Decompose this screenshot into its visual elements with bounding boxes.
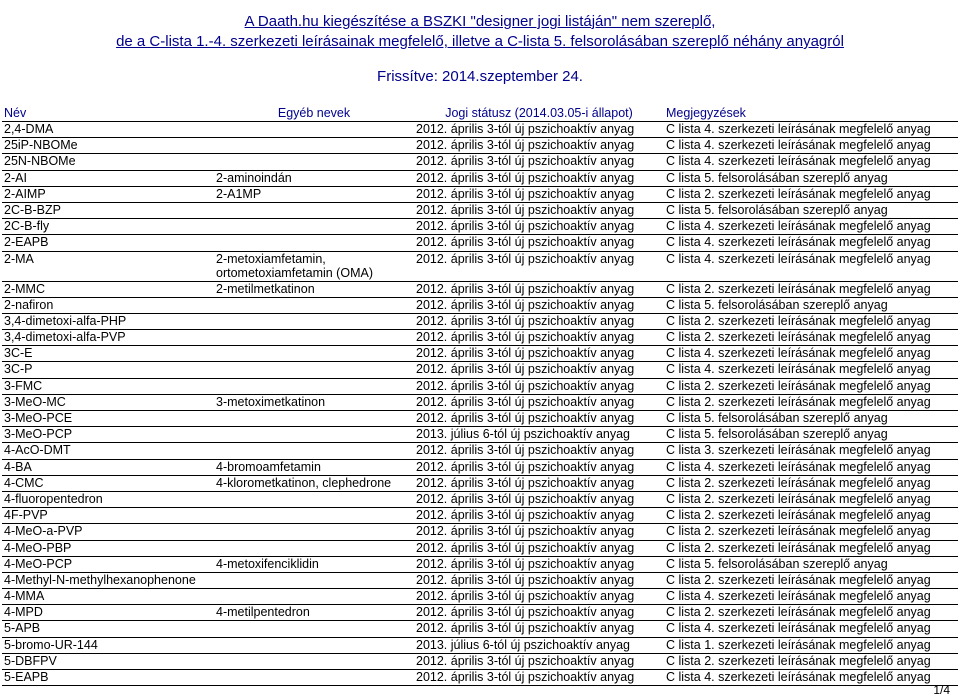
table-row bbox=[2, 556, 958, 572]
cell-legal-status: 2013. július 6-tól új pszichoaktív anyag bbox=[414, 427, 664, 443]
cell-other-names: 4-klorometkatinon, clephedrone bbox=[214, 475, 414, 491]
document-title-line-1: A Daath.hu kiegészítése a BSZKI "designer jogi listáján" nem szereplő, bbox=[244, 13, 716, 30]
cell-name: 4-fluoropentedron bbox=[2, 491, 214, 507]
cell-name: 4-AcO-DMT bbox=[2, 443, 214, 459]
cell-notes: C lista 4. szerkezeti leírásának megfelelő anyag bbox=[664, 346, 958, 362]
page-number: 1/4 bbox=[933, 683, 950, 697]
cell-notes: C lista 2. szerkezeti leírásának megfelelő anyag bbox=[664, 186, 958, 202]
table-row bbox=[2, 297, 958, 313]
cell-other-names bbox=[214, 330, 414, 346]
cell-legal-status: 2012. április 3-tól új pszichoaktív anyag bbox=[414, 572, 664, 588]
cell-name: 3-MeO-PCE bbox=[2, 411, 214, 427]
cell-name: 2-MMC bbox=[2, 281, 214, 297]
cell-name: 25iP-NBOMe bbox=[2, 138, 214, 154]
cell-notes: C lista 4. szerkezeti leírásának megfelelő anyag bbox=[664, 251, 958, 281]
cell-name: 4-CMC bbox=[2, 475, 214, 491]
cell-legal-status: 2012. április 3-tól új pszichoaktív anyag bbox=[414, 170, 664, 186]
cell-name: 4-Methyl-N-methylhexanophenone bbox=[2, 572, 214, 588]
table-row bbox=[2, 508, 958, 524]
cell-other-names bbox=[214, 427, 414, 443]
cell-legal-status: 2012. április 3-tól új pszichoaktív anyag bbox=[414, 670, 664, 686]
table-row bbox=[2, 330, 958, 346]
cell-legal-status: 2012. április 3-tól új pszichoaktív anyag bbox=[414, 475, 664, 491]
cell-other-names bbox=[214, 122, 414, 138]
cell-other-names: 2-A1MP bbox=[214, 186, 414, 202]
cell-name: 4-MeO-a-PVP bbox=[2, 524, 214, 540]
cell-notes: C lista 1. szerkezeti leírásának megfelelő anyag bbox=[664, 637, 958, 653]
cell-legal-status: 2012. április 3-tól új pszichoaktív anyag bbox=[414, 219, 664, 235]
cell-legal-status: 2012. április 3-tól új pszichoaktív anyag bbox=[414, 394, 664, 410]
cell-other-names bbox=[214, 621, 414, 637]
table-row bbox=[2, 186, 958, 202]
cell-legal-status: 2013. július 6-tól új pszichoaktív anyag bbox=[414, 637, 664, 653]
cell-name: 5-EAPB bbox=[2, 670, 214, 686]
cell-legal-status: 2012. április 3-tól új pszichoaktív anyag bbox=[414, 251, 664, 281]
cell-name: 2-MA bbox=[2, 251, 214, 281]
cell-notes: C lista 5. felsorolásában szereplő anyag bbox=[664, 556, 958, 572]
cell-name: 3,4-dimetoxi-alfa-PVP bbox=[2, 330, 214, 346]
cell-legal-status: 2012. április 3-tól új pszichoaktív anyag bbox=[414, 378, 664, 394]
cell-notes: C lista 2. szerkezeti leírásának megfelelő anyag bbox=[664, 524, 958, 540]
cell-name: 2-nafiron bbox=[2, 297, 214, 313]
cell-notes: C lista 2. szerkezeti leírásának megfelelő anyag bbox=[664, 540, 958, 556]
cell-notes: C lista 4. szerkezeti leírásának megfelelő anyag bbox=[664, 219, 958, 235]
table-row bbox=[2, 346, 958, 362]
cell-legal-status: 2012. április 3-tól új pszichoaktív anyag bbox=[414, 186, 664, 202]
cell-notes: C lista 5. felsorolásában szereplő anyag bbox=[664, 202, 958, 218]
header-name: Név bbox=[2, 105, 214, 122]
cell-legal-status: 2012. április 3-tól új pszichoaktív anyag bbox=[414, 653, 664, 669]
updated-date: Frissítve: 2014.szeptember 24. bbox=[377, 68, 583, 85]
cell-other-names bbox=[214, 138, 414, 154]
cell-name: 3-FMC bbox=[2, 378, 214, 394]
table-row bbox=[2, 378, 958, 394]
table-row bbox=[2, 589, 958, 605]
cell-name: 2-AI bbox=[2, 170, 214, 186]
cell-other-names: 2-metilmetkatinon bbox=[214, 281, 414, 297]
table-row bbox=[2, 313, 958, 329]
table-row bbox=[2, 394, 958, 410]
cell-legal-status: 2012. április 3-tól új pszichoaktív anyag bbox=[414, 605, 664, 621]
cell-notes: C lista 2. szerkezeti leírásának megfelelő anyag bbox=[664, 394, 958, 410]
table-row bbox=[2, 491, 958, 507]
cell-legal-status: 2012. április 3-tól új pszichoaktív anyag bbox=[414, 459, 664, 475]
cell-name: 25N-NBOMe bbox=[2, 154, 214, 170]
cell-name: 3-MeO-PCP bbox=[2, 427, 214, 443]
document-title-line-2: de a C-lista 1.-4. szerkezeti leírásainak megfelelő, illetve a C-lista 5. felsorolásában szereplő néhány anyagról bbox=[116, 33, 844, 50]
cell-other-names bbox=[214, 313, 414, 329]
table-row bbox=[2, 138, 958, 154]
table-row bbox=[2, 427, 958, 443]
cell-other-names bbox=[214, 154, 414, 170]
cell-name: 4-BA bbox=[2, 459, 214, 475]
cell-notes: C lista 2. szerkezeti leírásának megfelelő anyag bbox=[664, 378, 958, 394]
cell-name: 5-DBFPV bbox=[2, 653, 214, 669]
cell-notes: C lista 5. felsorolásában szereplő anyag bbox=[664, 170, 958, 186]
table-row bbox=[2, 637, 958, 653]
cell-other-names: 4-bromoamfetamin bbox=[214, 459, 414, 475]
cell-notes: C lista 5. felsorolásában szereplő anyag bbox=[664, 297, 958, 313]
cell-notes: C lista 2. szerkezeti leírásának megfelelő anyag bbox=[664, 475, 958, 491]
cell-notes: C lista 2. szerkezeti leírásának megfelelő anyag bbox=[664, 330, 958, 346]
substance-table bbox=[2, 105, 958, 686]
cell-legal-status: 2012. április 3-tól új pszichoaktív anyag bbox=[414, 556, 664, 572]
cell-name: 3-MeO-MC bbox=[2, 394, 214, 410]
cell-notes: C lista 2. szerkezeti leírásának megfelelő anyag bbox=[664, 491, 958, 507]
cell-notes: C lista 4. szerkezeti leírásának megfelelő anyag bbox=[664, 670, 958, 686]
cell-name: 2-AIMP bbox=[2, 186, 214, 202]
table-row bbox=[2, 621, 958, 637]
cell-name: 5-bromo-UR-144 bbox=[2, 637, 214, 653]
cell-other-names bbox=[214, 508, 414, 524]
cell-legal-status: 2012. április 3-tól új pszichoaktív anyag bbox=[414, 313, 664, 329]
table-row bbox=[2, 122, 958, 138]
cell-other-names: 2-metoxiamfetamin, ortometoxiamfetamin (OMA) bbox=[214, 251, 414, 281]
header-other-names: Egyéb nevek bbox=[214, 105, 414, 122]
cell-other-names bbox=[214, 235, 414, 251]
table-body bbox=[2, 122, 958, 686]
cell-other-names: 4-metoxifenciklidin bbox=[214, 556, 414, 572]
cell-notes: C lista 2. szerkezeti leírásának megfelelő anyag bbox=[664, 605, 958, 621]
cell-notes: C lista 2. szerkezeti leírásának megfelelő anyag bbox=[664, 653, 958, 669]
cell-other-names bbox=[214, 362, 414, 378]
cell-name: 2C-B-fly bbox=[2, 219, 214, 235]
cell-other-names bbox=[214, 572, 414, 588]
cell-legal-status: 2012. április 3-tól új pszichoaktív anyag bbox=[414, 621, 664, 637]
cell-legal-status: 2012. április 3-tól új pszichoaktív anyag bbox=[414, 411, 664, 427]
cell-other-names bbox=[214, 346, 414, 362]
cell-legal-status: 2012. április 3-tól új pszichoaktív anyag bbox=[414, 508, 664, 524]
cell-other-names bbox=[214, 589, 414, 605]
cell-legal-status: 2012. április 3-tól új pszichoaktív anyag bbox=[414, 540, 664, 556]
cell-name: 4-MeO-PBP bbox=[2, 540, 214, 556]
table-row bbox=[2, 154, 958, 170]
table-row bbox=[2, 524, 958, 540]
table-row bbox=[2, 411, 958, 427]
cell-legal-status: 2012. április 3-tól új pszichoaktív anyag bbox=[414, 443, 664, 459]
table-row bbox=[2, 443, 958, 459]
cell-other-names bbox=[214, 637, 414, 653]
cell-other-names bbox=[214, 670, 414, 686]
table-row bbox=[2, 235, 958, 251]
cell-legal-status: 2012. április 3-tól új pszichoaktív anyag bbox=[414, 202, 664, 218]
table-row bbox=[2, 219, 958, 235]
cell-name: 4-MMA bbox=[2, 589, 214, 605]
cell-notes: C lista 2. szerkezeti leírásának megfelelő anyag bbox=[664, 508, 958, 524]
cell-notes: C lista 4. szerkezeti leírásának megfelelő anyag bbox=[664, 621, 958, 637]
cell-other-names bbox=[214, 219, 414, 235]
cell-legal-status: 2012. április 3-tól új pszichoaktív anyag bbox=[414, 330, 664, 346]
table-row bbox=[2, 572, 958, 588]
cell-name: 2-EAPB bbox=[2, 235, 214, 251]
cell-notes: C lista 2. szerkezeti leírásának megfelelő anyag bbox=[664, 572, 958, 588]
cell-name: 2,4-DMA bbox=[2, 122, 214, 138]
cell-legal-status: 2012. április 3-tól új pszichoaktív anyag bbox=[414, 235, 664, 251]
table-row bbox=[2, 475, 958, 491]
cell-legal-status: 2012. április 3-tól új pszichoaktív anyag bbox=[414, 154, 664, 170]
cell-legal-status: 2012. április 3-tól új pszichoaktív anyag bbox=[414, 122, 664, 138]
cell-name: 5-APB bbox=[2, 621, 214, 637]
table-row bbox=[2, 605, 958, 621]
cell-other-names: 3-metoximetkatinon bbox=[214, 394, 414, 410]
cell-name: 2C-B-BZP bbox=[2, 202, 214, 218]
cell-other-names: 2-aminoindán bbox=[214, 170, 414, 186]
table-row bbox=[2, 540, 958, 556]
cell-name: 3C-P bbox=[2, 362, 214, 378]
cell-notes: C lista 2. szerkezeti leírásának megfelelő anyag bbox=[664, 281, 958, 297]
cell-other-names bbox=[214, 297, 414, 313]
table-row bbox=[2, 362, 958, 378]
cell-legal-status: 2012. április 3-tól új pszichoaktív anyag bbox=[414, 524, 664, 540]
table-header-row bbox=[2, 105, 958, 122]
cell-legal-status: 2012. április 3-tól új pszichoaktív anyag bbox=[414, 589, 664, 605]
table-row bbox=[2, 459, 958, 475]
table-row bbox=[2, 653, 958, 669]
header-notes: Megjegyzések bbox=[664, 105, 958, 122]
cell-notes: C lista 4. szerkezeti leírásának megfelelő anyag bbox=[664, 459, 958, 475]
cell-name: 3C-E bbox=[2, 346, 214, 362]
cell-notes: C lista 3. szerkezeti leírásának megfelelő anyag bbox=[664, 443, 958, 459]
cell-other-names: 4-metilpentedron bbox=[214, 605, 414, 621]
cell-legal-status: 2012. április 3-tól új pszichoaktív anyag bbox=[414, 297, 664, 313]
cell-other-names bbox=[214, 443, 414, 459]
cell-notes: C lista 4. szerkezeti leírásának megfelelő anyag bbox=[664, 362, 958, 378]
cell-name: 4-MPD bbox=[2, 605, 214, 621]
cell-other-names bbox=[214, 653, 414, 669]
cell-name: 3,4-dimetoxi-alfa-PHP bbox=[2, 313, 214, 329]
table-row bbox=[2, 281, 958, 297]
cell-other-names bbox=[214, 202, 414, 218]
cell-notes: C lista 4. szerkezeti leírásának megfelelő anyag bbox=[664, 122, 958, 138]
cell-other-names bbox=[214, 524, 414, 540]
cell-name: 4F-PVP bbox=[2, 508, 214, 524]
header-legal-status: Jogi státusz (2014.03.05-i állapot) bbox=[414, 105, 664, 122]
cell-legal-status: 2012. április 3-tól új pszichoaktív anyag bbox=[414, 491, 664, 507]
cell-legal-status: 2012. április 3-tól új pszichoaktív anyag bbox=[414, 281, 664, 297]
cell-notes: C lista 4. szerkezeti leírásának megfelelő anyag bbox=[664, 235, 958, 251]
table-row bbox=[2, 251, 958, 281]
cell-legal-status: 2012. április 3-tól új pszichoaktív anyag bbox=[414, 138, 664, 154]
cell-notes: C lista 4. szerkezeti leírásának megfelelő anyag bbox=[664, 589, 958, 605]
cell-legal-status: 2012. április 3-tól új pszichoaktív anyag bbox=[414, 346, 664, 362]
cell-legal-status: 2012. április 3-tól új pszichoaktív anyag bbox=[414, 362, 664, 378]
cell-notes: C lista 4. szerkezeti leírásának megfelelő anyag bbox=[664, 138, 958, 154]
cell-other-names bbox=[214, 378, 414, 394]
table-row bbox=[2, 170, 958, 186]
cell-other-names bbox=[214, 411, 414, 427]
cell-notes: C lista 5. felsorolásában szereplő anyag bbox=[664, 427, 958, 443]
cell-other-names bbox=[214, 540, 414, 556]
table-row bbox=[2, 202, 958, 218]
table-row bbox=[2, 670, 958, 686]
cell-notes: C lista 4. szerkezeti leírásának megfelelő anyag bbox=[664, 154, 958, 170]
cell-notes: C lista 5. felsorolásában szereplő anyag bbox=[664, 411, 958, 427]
cell-notes: C lista 2. szerkezeti leírásának megfelelő anyag bbox=[664, 313, 958, 329]
cell-other-names bbox=[214, 491, 414, 507]
cell-name: 4-MeO-PCP bbox=[2, 556, 214, 572]
